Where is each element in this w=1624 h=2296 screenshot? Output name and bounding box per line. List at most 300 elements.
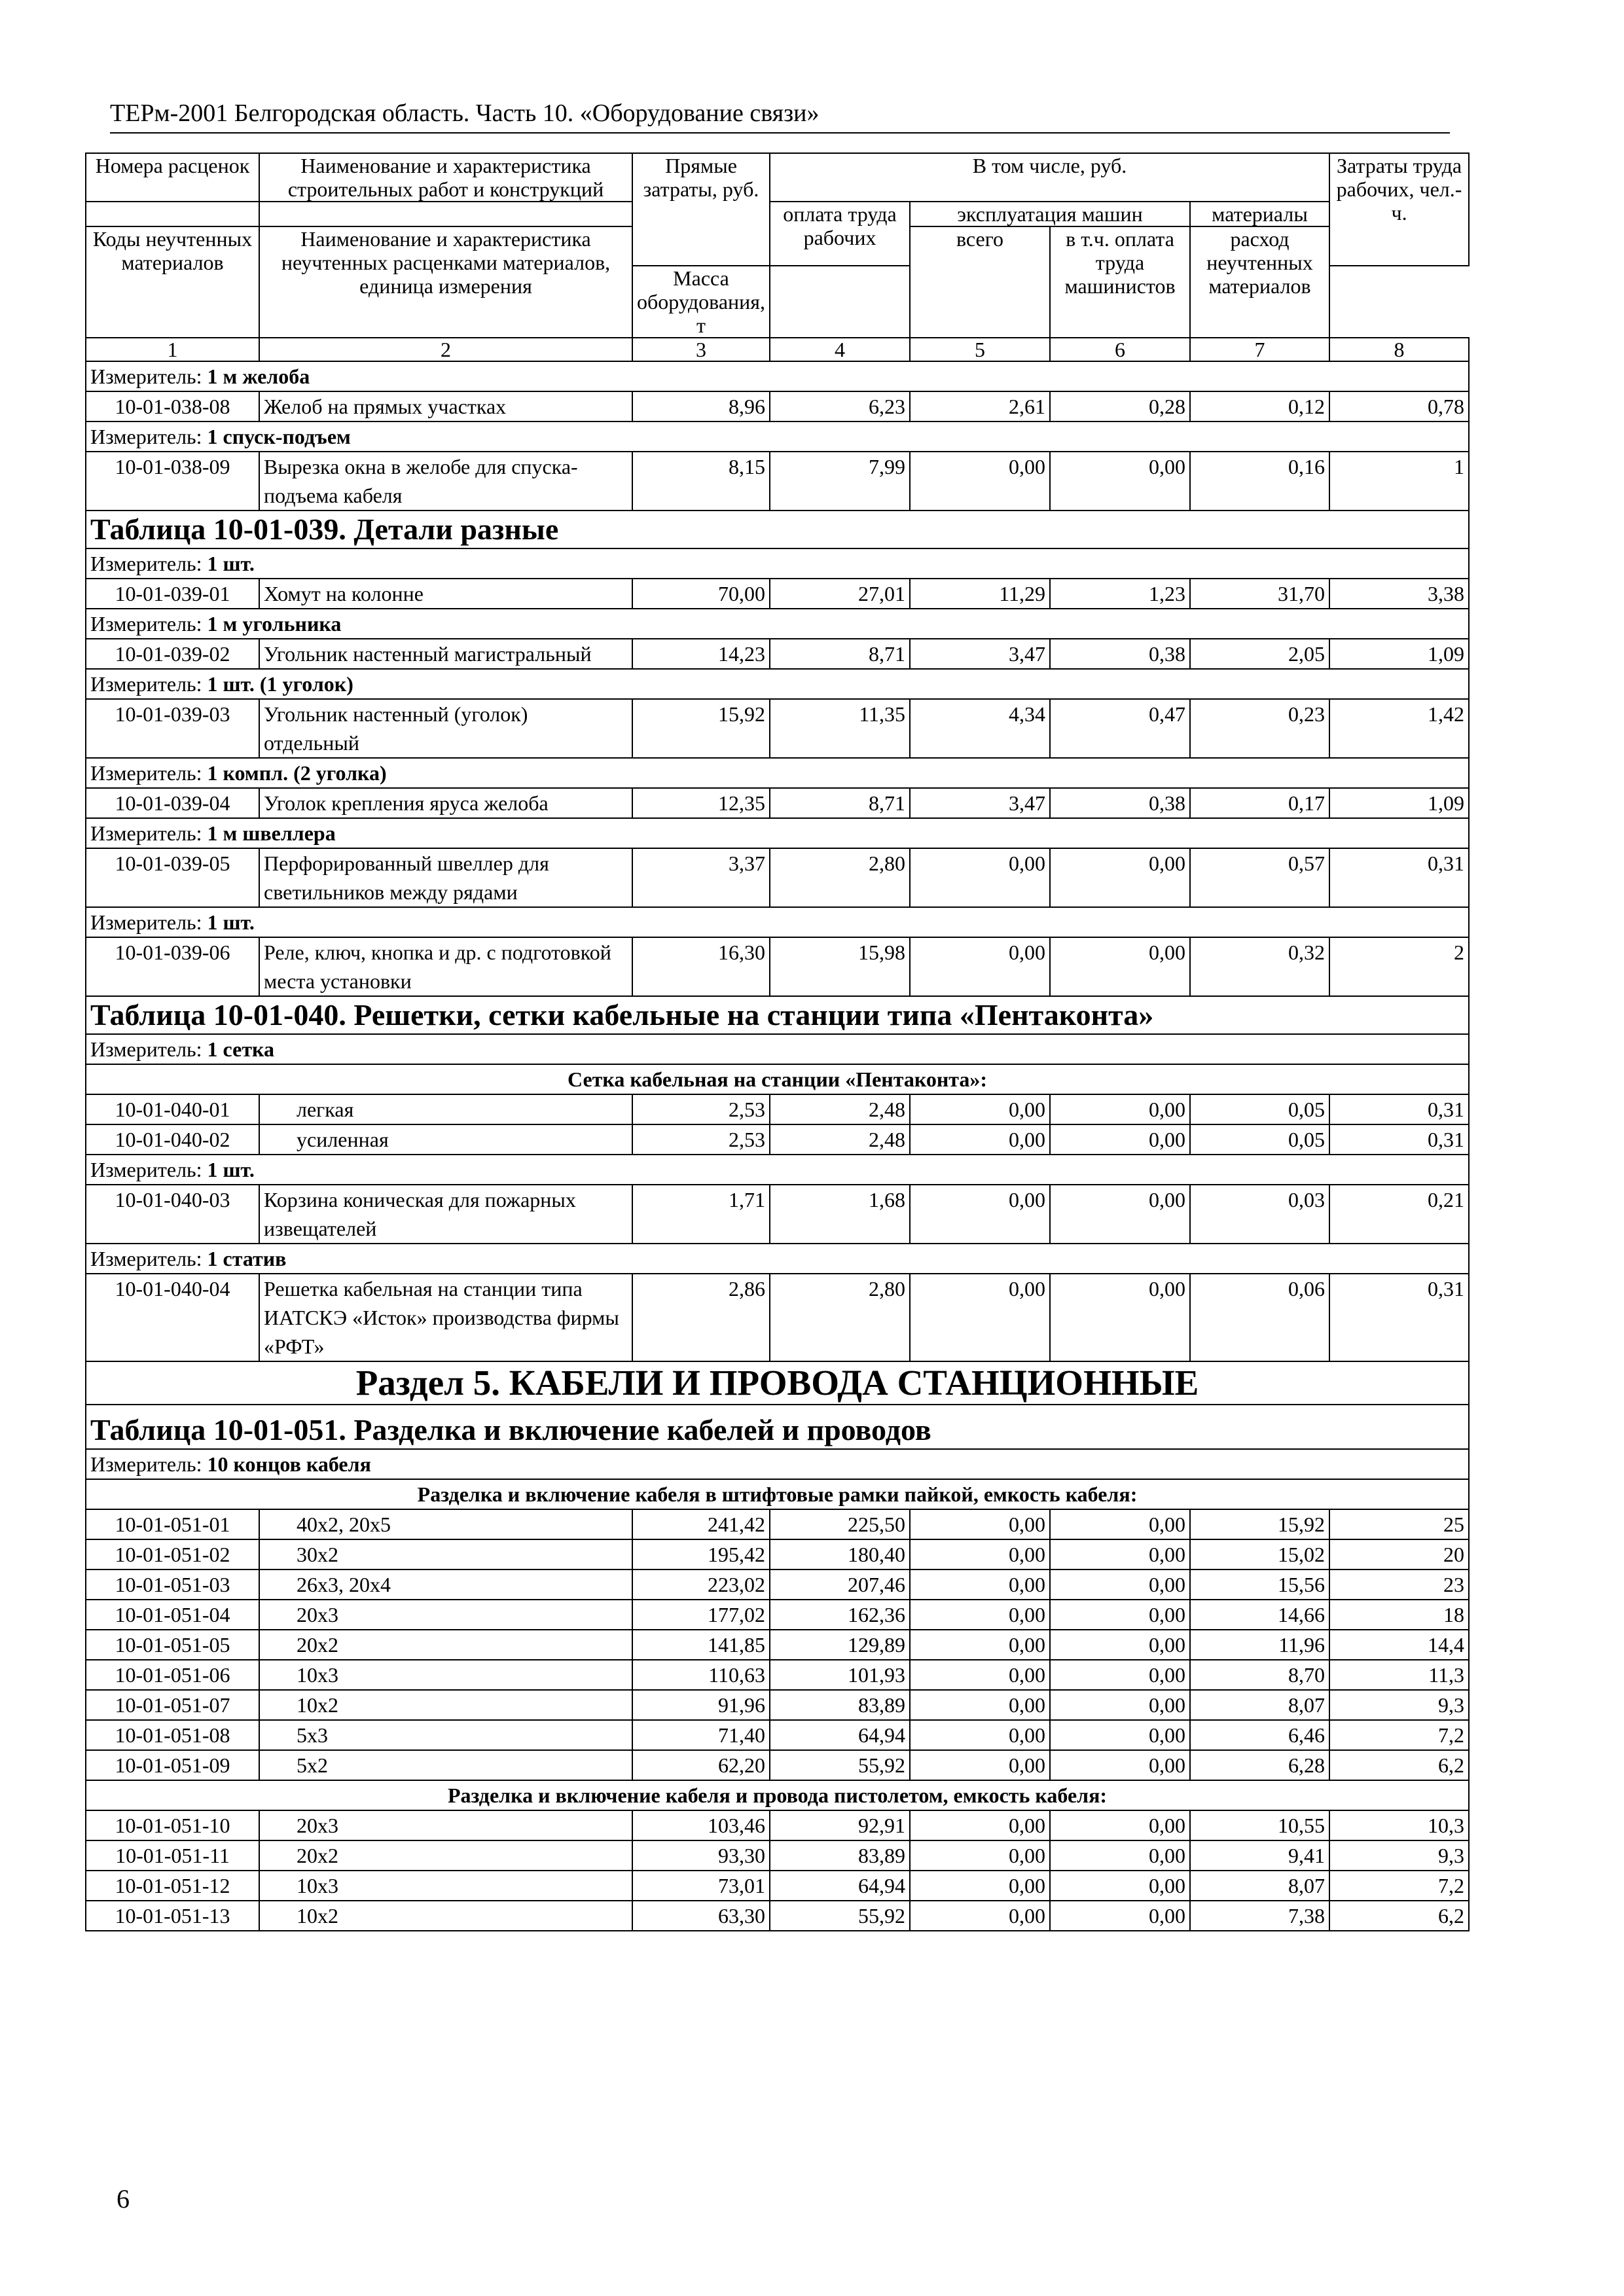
- table-row: [86, 1750, 1469, 1780]
- machinist-pay-cell: 0,00: [1050, 452, 1190, 511]
- materials-cost-cell: 0,57: [1190, 848, 1329, 907]
- rate-name: Уголок крепления яруса желоба: [259, 788, 632, 818]
- rate-name: Желоб на прямых участках: [259, 391, 632, 422]
- col-header-materials: материалы: [1190, 202, 1329, 226]
- machines-total-cell: 0,00: [910, 1539, 1050, 1570]
- materials-cost-cell: 0,06: [1190, 1274, 1329, 1361]
- col-header-work-name: Наименование и характеристика строительных работ и конструкций: [259, 153, 632, 202]
- measure-row: [86, 907, 1469, 937]
- machinist-pay-cell: 0,00: [1050, 1840, 1190, 1871]
- direct-costs-cell: 91,96: [632, 1690, 770, 1720]
- measure-value: 1 м швеллера: [207, 821, 336, 845]
- machinist-pay-cell: 0,00: [1050, 1720, 1190, 1750]
- labor-hours-cell: 0,31: [1329, 1124, 1469, 1155]
- worker-pay-cell: 129,89: [770, 1630, 910, 1660]
- machines-total-cell: 0,00: [910, 1901, 1050, 1931]
- direct-costs-cell: 14,23: [632, 639, 770, 669]
- table-row: [86, 1124, 1469, 1155]
- labor-hours-cell: 0,21: [1329, 1185, 1469, 1244]
- direct-costs-cell: 141,85: [632, 1630, 770, 1660]
- machinist-pay-cell: 0,00: [1050, 1871, 1190, 1901]
- rate-code: 10-01-051-11: [86, 1840, 259, 1871]
- materials-cost-cell: 8,70: [1190, 1660, 1329, 1690]
- machinist-pay-cell: 0,00: [1050, 937, 1190, 996]
- measure-cell: [86, 818, 1469, 848]
- measure-label: Измеритель:: [90, 910, 202, 934]
- labor-hours-cell: 3,38: [1329, 579, 1469, 609]
- measure-value: 10 концов кабеля: [207, 1452, 371, 1476]
- machinist-pay-cell: 0,38: [1050, 788, 1190, 818]
- rate-name: 20х3: [259, 1810, 632, 1840]
- rate-name: 10х3: [259, 1871, 632, 1901]
- rate-name: 5х3: [259, 1720, 632, 1750]
- measure-cell: [86, 1449, 1469, 1479]
- labor-hours-cell: 18: [1329, 1600, 1469, 1630]
- machines-total-cell: 3,47: [910, 788, 1050, 818]
- measure-row: [86, 1155, 1469, 1185]
- col-header-machines-total: всего: [910, 226, 1050, 338]
- machines-total-cell: 0,00: [910, 1871, 1050, 1901]
- measure-label: Измеритель:: [90, 761, 202, 785]
- subheader-text: Сетка кабельная на станции «Пентаконта»:: [86, 1064, 1469, 1094]
- measure-label: Измеритель:: [90, 672, 202, 696]
- materials-cost-cell: 14,66: [1190, 1600, 1329, 1630]
- labor-hours-cell: 7,2: [1329, 1720, 1469, 1750]
- col-number: 2: [259, 338, 632, 361]
- col-number: 6: [1050, 338, 1190, 361]
- page-header-title: ТЕРм-2001 Белгородская область. Часть 10. «Оборудование связи»: [110, 99, 820, 127]
- table-row: [86, 937, 1469, 996]
- rate-code: 10-01-040-04: [86, 1274, 259, 1361]
- materials-cost-cell: 7,38: [1190, 1901, 1329, 1931]
- measure-row: [86, 422, 1469, 452]
- rate-code: 10-01-039-03: [86, 699, 259, 758]
- rate-code: 10-01-040-03: [86, 1185, 259, 1244]
- measure-cell: [86, 609, 1469, 639]
- col-number: 3: [632, 338, 770, 361]
- worker-pay-cell: 207,46: [770, 1570, 910, 1600]
- rate-name: Угольник настенный магистральный: [259, 639, 632, 669]
- machinist-pay-cell: 1,23: [1050, 579, 1190, 609]
- subheader-row: [86, 1780, 1469, 1810]
- worker-pay-cell: 64,94: [770, 1871, 910, 1901]
- rate-name: 20х3: [259, 1600, 632, 1630]
- direct-costs-cell: 93,30: [632, 1840, 770, 1871]
- worker-pay-cell: 8,71: [770, 788, 910, 818]
- measure-value: 1 шт.: [207, 910, 255, 934]
- col-header-equipment-mass: Масса оборудования, т: [632, 266, 770, 338]
- measure-row: [86, 818, 1469, 848]
- labor-hours-cell: 0,31: [1329, 1094, 1469, 1124]
- col-header-material-codes: Коды неучтенных материалов: [86, 226, 259, 338]
- machines-total-cell: 0,00: [910, 848, 1050, 907]
- table-row: [86, 1810, 1469, 1840]
- machinist-pay-cell: 0,28: [1050, 391, 1190, 422]
- table-row: [86, 1094, 1469, 1124]
- machinist-pay-cell: 0,00: [1050, 1509, 1190, 1539]
- rate-name: 30х2: [259, 1539, 632, 1570]
- materials-cost-cell: 0,32: [1190, 937, 1329, 996]
- materials-cost-cell: 0,03: [1190, 1185, 1329, 1244]
- labor-hours-cell: 2: [1329, 937, 1469, 996]
- measure-label: Измеритель:: [90, 612, 202, 636]
- machinist-pay-cell: 0,00: [1050, 1539, 1190, 1570]
- machines-total-cell: 11,29: [910, 579, 1050, 609]
- direct-costs-cell: 70,00: [632, 579, 770, 609]
- machinist-pay-cell: 0,47: [1050, 699, 1190, 758]
- measure-value: 1 шт.: [207, 1158, 255, 1181]
- materials-cost-cell: 31,70: [1190, 579, 1329, 609]
- direct-costs-cell: 1,71: [632, 1185, 770, 1244]
- col-header-material-consumption: расход неучтенных материалов: [1190, 226, 1329, 338]
- measure-cell: [86, 758, 1469, 788]
- materials-cost-cell: 0,16: [1190, 452, 1329, 511]
- machines-total-cell: 0,00: [910, 1185, 1050, 1244]
- rate-name: усиленная: [259, 1124, 632, 1155]
- machines-total-cell: 3,47: [910, 639, 1050, 669]
- materials-cost-cell: 8,07: [1190, 1871, 1329, 1901]
- subheader-text: Разделка и включение кабеля и провода пистолетом, емкость кабеля:: [86, 1780, 1469, 1810]
- direct-costs-cell: 2,53: [632, 1124, 770, 1155]
- rate-name: Корзина коническая для пожарных извещателей: [259, 1185, 632, 1244]
- worker-pay-cell: 55,92: [770, 1901, 910, 1931]
- measure-cell: [86, 669, 1469, 699]
- machines-total-cell: 0,00: [910, 1509, 1050, 1539]
- measure-label: Измеритель:: [90, 1452, 202, 1476]
- measure-value: 1 статив: [207, 1247, 287, 1270]
- direct-costs-cell: 71,40: [632, 1720, 770, 1750]
- measure-cell: [86, 361, 1469, 391]
- worker-pay-cell: 225,50: [770, 1509, 910, 1539]
- direct-costs-cell: 63,30: [632, 1901, 770, 1931]
- table-row: [86, 639, 1469, 669]
- rate-name: 10х2: [259, 1690, 632, 1720]
- measure-cell: [86, 548, 1469, 579]
- rate-name: 26х3, 20х4: [259, 1570, 632, 1600]
- labor-hours-cell: 10,3: [1329, 1810, 1469, 1840]
- machines-total-cell: 0,00: [910, 937, 1050, 996]
- machinist-pay-cell: 0,00: [1050, 1901, 1190, 1931]
- labor-hours-cell: 1,09: [1329, 639, 1469, 669]
- table-row: [86, 1840, 1469, 1871]
- machines-total-cell: 0,00: [910, 1094, 1050, 1124]
- col-number: 4: [770, 338, 910, 361]
- measure-cell: [86, 907, 1469, 937]
- materials-cost-cell: 10,55: [1190, 1810, 1329, 1840]
- col-header-direct-costs: Прямые затраты, руб.: [632, 153, 770, 266]
- worker-pay-cell: 2,48: [770, 1094, 910, 1124]
- rate-code: 10-01-039-01: [86, 579, 259, 609]
- table-row: [86, 1871, 1469, 1901]
- direct-costs-cell: 8,96: [632, 391, 770, 422]
- direct-costs-cell: 12,35: [632, 788, 770, 818]
- rate-code: 10-01-051-06: [86, 1660, 259, 1690]
- table-row: [86, 1630, 1469, 1660]
- direct-costs-cell: 73,01: [632, 1871, 770, 1901]
- rate-name: Решетка кабельная на станции типа ИАТСКЭ «Исток» производства фирмы «РФТ»: [259, 1274, 632, 1361]
- measure-label: Измеритель:: [90, 365, 202, 388]
- machinist-pay-cell: 0,00: [1050, 1274, 1190, 1361]
- machinist-pay-cell: 0,00: [1050, 1094, 1190, 1124]
- rate-code: 10-01-051-10: [86, 1810, 259, 1840]
- table-row: [86, 788, 1469, 818]
- rate-name: Хомут на колонне: [259, 579, 632, 609]
- table-row: [86, 1509, 1469, 1539]
- worker-pay-cell: 180,40: [770, 1539, 910, 1570]
- section-title-row: [86, 1361, 1469, 1405]
- materials-cost-cell: 0,12: [1190, 391, 1329, 422]
- col-number: 8: [1329, 338, 1469, 361]
- direct-costs-cell: 3,37: [632, 848, 770, 907]
- machines-total-cell: 0,00: [910, 1274, 1050, 1361]
- worker-pay-cell: 2,48: [770, 1124, 910, 1155]
- rate-name: 5х2: [259, 1750, 632, 1780]
- table-row: [86, 1660, 1469, 1690]
- table-row: [86, 391, 1469, 422]
- col-header-rate-numbers: Номера расценок: [86, 153, 259, 202]
- labor-hours-cell: 20: [1329, 1539, 1469, 1570]
- col-number: 1: [86, 338, 259, 361]
- rate-name: Перфорированный швеллер для светильников между рядами: [259, 848, 632, 907]
- rate-code: 10-01-040-02: [86, 1124, 259, 1155]
- col-header-labor: Затраты труда рабочих, чел.-ч.: [1329, 153, 1469, 266]
- materials-cost-cell: 0,05: [1190, 1094, 1329, 1124]
- materials-cost-cell: 0,05: [1190, 1124, 1329, 1155]
- measure-label: Измеритель:: [90, 1158, 202, 1181]
- table-row: [86, 1570, 1469, 1600]
- measure-label: Измеритель:: [90, 1247, 202, 1270]
- measure-row: [86, 548, 1469, 579]
- table-row: [86, 848, 1469, 907]
- subheader-text: Разделка и включение кабеля в штифтовые рамки пайкой, емкость кабеля:: [86, 1479, 1469, 1509]
- direct-costs-cell: 2,53: [632, 1094, 770, 1124]
- labor-hours-cell: 7,2: [1329, 1871, 1469, 1901]
- measure-label: Измеритель:: [90, 552, 202, 575]
- labor-hours-cell: 1: [1329, 452, 1469, 511]
- worker-pay-cell: 83,89: [770, 1840, 910, 1871]
- labor-hours-cell: 0,78: [1329, 391, 1469, 422]
- direct-costs-cell: 2,86: [632, 1274, 770, 1361]
- materials-cost-cell: 2,05: [1190, 639, 1329, 669]
- materials-cost-cell: 15,92: [1190, 1509, 1329, 1539]
- rate-name: 10х2: [259, 1901, 632, 1931]
- measure-cell: [86, 422, 1469, 452]
- materials-cost-cell: 0,23: [1190, 699, 1329, 758]
- measure-cell: [86, 1155, 1469, 1185]
- rates-table: [85, 152, 1470, 1931]
- table-title-row: [86, 996, 1469, 1034]
- labor-hours-cell: 6,2: [1329, 1901, 1469, 1931]
- machinist-pay-cell: 0,00: [1050, 1185, 1190, 1244]
- rate-code: 10-01-051-12: [86, 1871, 259, 1901]
- worker-pay-cell: 2,80: [770, 1274, 910, 1361]
- materials-cost-cell: 6,28: [1190, 1750, 1329, 1780]
- rate-code: 10-01-051-07: [86, 1690, 259, 1720]
- rate-name: 20х2: [259, 1630, 632, 1660]
- worker-pay-cell: 92,91: [770, 1810, 910, 1840]
- rate-code: 10-01-038-09: [86, 452, 259, 511]
- machinist-pay-cell: 0,00: [1050, 1124, 1190, 1155]
- table-row: [86, 1720, 1469, 1750]
- rate-code: 10-01-039-05: [86, 848, 259, 907]
- machines-total-cell: 0,00: [910, 1660, 1050, 1690]
- materials-cost-cell: 0,17: [1190, 788, 1329, 818]
- table-row: [86, 1274, 1469, 1361]
- col-header-material-names: Наименование и характеристика неучтенных расценками материалов, единица измерения: [259, 226, 632, 338]
- rate-code: 10-01-051-02: [86, 1539, 259, 1570]
- materials-cost-cell: 11,96: [1190, 1630, 1329, 1660]
- worker-pay-cell: 162,36: [770, 1600, 910, 1630]
- worker-pay-cell: 55,92: [770, 1750, 910, 1780]
- labor-hours-cell: 1,09: [1329, 788, 1469, 818]
- materials-cost-cell: 15,56: [1190, 1570, 1329, 1600]
- labor-hours-cell: 11,3: [1329, 1660, 1469, 1690]
- measure-value: 1 м угольника: [207, 612, 342, 636]
- subheader-row: [86, 1064, 1469, 1094]
- page-header: [110, 98, 1450, 134]
- measure-cell: [86, 1244, 1469, 1274]
- direct-costs-cell: 8,15: [632, 452, 770, 511]
- table-row: [86, 1901, 1469, 1931]
- rate-name: 40х2, 20х5: [259, 1509, 632, 1539]
- measure-row: [86, 609, 1469, 639]
- direct-costs-cell: 241,42: [632, 1509, 770, 1539]
- rate-name: Угольник настенный (уголок) отдельный: [259, 699, 632, 758]
- labor-hours-cell: 6,2: [1329, 1750, 1469, 1780]
- rate-code: 10-01-051-01: [86, 1509, 259, 1539]
- labor-hours-cell: 0,31: [1329, 848, 1469, 907]
- rate-code: 10-01-051-08: [86, 1720, 259, 1750]
- measure-label: Измеритель:: [90, 425, 202, 448]
- table-row: [86, 1600, 1469, 1630]
- section-title: Раздел 5. КАБЕЛИ И ПРОВОДА СТАНЦИОННЫЕ: [86, 1361, 1469, 1405]
- worker-pay-cell: 64,94: [770, 1720, 910, 1750]
- rate-code: 10-01-040-01: [86, 1094, 259, 1124]
- rate-name: 10х3: [259, 1660, 632, 1690]
- col-number: 7: [1190, 338, 1329, 361]
- direct-costs-cell: 177,02: [632, 1600, 770, 1630]
- measure-row: [86, 1449, 1469, 1479]
- rate-code: 10-01-051-09: [86, 1750, 259, 1780]
- table-row: [86, 699, 1469, 758]
- machinist-pay-cell: 0,00: [1050, 1600, 1190, 1630]
- machinist-pay-cell: 0,00: [1050, 1660, 1190, 1690]
- table-row: [86, 579, 1469, 609]
- labor-hours-cell: 0,31: [1329, 1274, 1469, 1361]
- machines-total-cell: 0,00: [910, 1124, 1050, 1155]
- rate-name: Вырезка окна в желобе для спуска-подъема кабеля: [259, 452, 632, 511]
- machines-total-cell: 0,00: [910, 1720, 1050, 1750]
- rate-code: 10-01-038-08: [86, 391, 259, 422]
- worker-pay-cell: 101,93: [770, 1660, 910, 1690]
- materials-cost-cell: 8,07: [1190, 1690, 1329, 1720]
- machines-total-cell: 0,00: [910, 1750, 1050, 1780]
- machines-total-cell: 0,00: [910, 1690, 1050, 1720]
- machines-total-cell: 0,00: [910, 1570, 1050, 1600]
- col-header-worker-pay: оплата труда рабочих: [770, 202, 910, 266]
- measure-value: 1 компл. (2 уголка): [207, 761, 387, 785]
- worker-pay-cell: 1,68: [770, 1185, 910, 1244]
- materials-cost-cell: 15,02: [1190, 1539, 1329, 1570]
- direct-costs-cell: 103,46: [632, 1810, 770, 1840]
- worker-pay-cell: 27,01: [770, 579, 910, 609]
- materials-cost-cell: 9,41: [1190, 1840, 1329, 1871]
- rate-code: 10-01-051-13: [86, 1901, 259, 1931]
- col-header-machines: эксплуатация машин: [910, 202, 1190, 226]
- table-title-row: [86, 511, 1469, 548]
- worker-pay-cell: 83,89: [770, 1690, 910, 1720]
- measure-row: [86, 1244, 1469, 1274]
- worker-pay-cell: 7,99: [770, 452, 910, 511]
- table-title: Таблица 10-01-051. Разделка и включение кабелей и проводов: [86, 1405, 1469, 1449]
- machines-total-cell: 0,00: [910, 1600, 1050, 1630]
- rate-code: 10-01-051-04: [86, 1600, 259, 1630]
- direct-costs-cell: 62,20: [632, 1750, 770, 1780]
- rate-name: 20х2: [259, 1840, 632, 1871]
- table-row: [86, 1539, 1469, 1570]
- machinist-pay-cell: 0,00: [1050, 1810, 1190, 1840]
- worker-pay-cell: 15,98: [770, 937, 910, 996]
- rate-name: легкая: [259, 1094, 632, 1124]
- machines-total-cell: 0,00: [910, 1630, 1050, 1660]
- col-header-including: В том числе, руб.: [770, 153, 1329, 202]
- machines-total-cell: 2,61: [910, 391, 1050, 422]
- worker-pay-cell: 2,80: [770, 848, 910, 907]
- rate-code: 10-01-051-05: [86, 1630, 259, 1660]
- worker-pay-cell: 8,71: [770, 639, 910, 669]
- rate-code: 10-01-051-03: [86, 1570, 259, 1600]
- direct-costs-cell: 223,02: [632, 1570, 770, 1600]
- measure-row: [86, 758, 1469, 788]
- col-header-machinist-pay: в т.ч. оплата труда машинистов: [1050, 226, 1190, 338]
- measure-value: 1 м желоба: [207, 365, 310, 388]
- col-number: 5: [910, 338, 1050, 361]
- labor-hours-cell: 14,4: [1329, 1630, 1469, 1660]
- measure-label: Измеритель:: [90, 821, 202, 845]
- table-title: Таблица 10-01-040. Решетки, сетки кабельные на станции типа «Пентаконта»: [86, 996, 1469, 1034]
- table-row: [86, 1690, 1469, 1720]
- worker-pay-cell: 6,23: [770, 391, 910, 422]
- machinist-pay-cell: 0,00: [1050, 1630, 1190, 1660]
- measure-row: [86, 669, 1469, 699]
- labor-hours-cell: 1,42: [1329, 699, 1469, 758]
- labor-hours-cell: 9,3: [1329, 1690, 1469, 1720]
- machinist-pay-cell: 0,38: [1050, 639, 1190, 669]
- measure-value: 1 шт. (1 уголок): [207, 672, 353, 696]
- measure-row: [86, 1034, 1469, 1064]
- table-row: [86, 452, 1469, 511]
- machines-total-cell: 0,00: [910, 1810, 1050, 1840]
- rate-name: Реле, ключ, кнопка и др. с подготовкой места установки: [259, 937, 632, 996]
- labor-hours-cell: 23: [1329, 1570, 1469, 1600]
- machinist-pay-cell: 0,00: [1050, 1690, 1190, 1720]
- machinist-pay-cell: 0,00: [1050, 1570, 1190, 1600]
- labor-hours-cell: 9,3: [1329, 1840, 1469, 1871]
- labor-hours-cell: 25: [1329, 1509, 1469, 1539]
- measure-value: 1 сетка: [207, 1037, 274, 1061]
- measure-row: [86, 361, 1469, 391]
- worker-pay-cell: 11,35: [770, 699, 910, 758]
- rate-code: 10-01-039-02: [86, 639, 259, 669]
- direct-costs-cell: 16,30: [632, 937, 770, 996]
- rate-code: 10-01-039-06: [86, 937, 259, 996]
- col-numbers-row: [86, 338, 1469, 361]
- table-row: [86, 1185, 1469, 1244]
- table-title-row: [86, 1405, 1469, 1449]
- direct-costs-cell: 195,42: [632, 1539, 770, 1570]
- measure-cell: [86, 1034, 1469, 1064]
- machines-total-cell: 4,34: [910, 699, 1050, 758]
